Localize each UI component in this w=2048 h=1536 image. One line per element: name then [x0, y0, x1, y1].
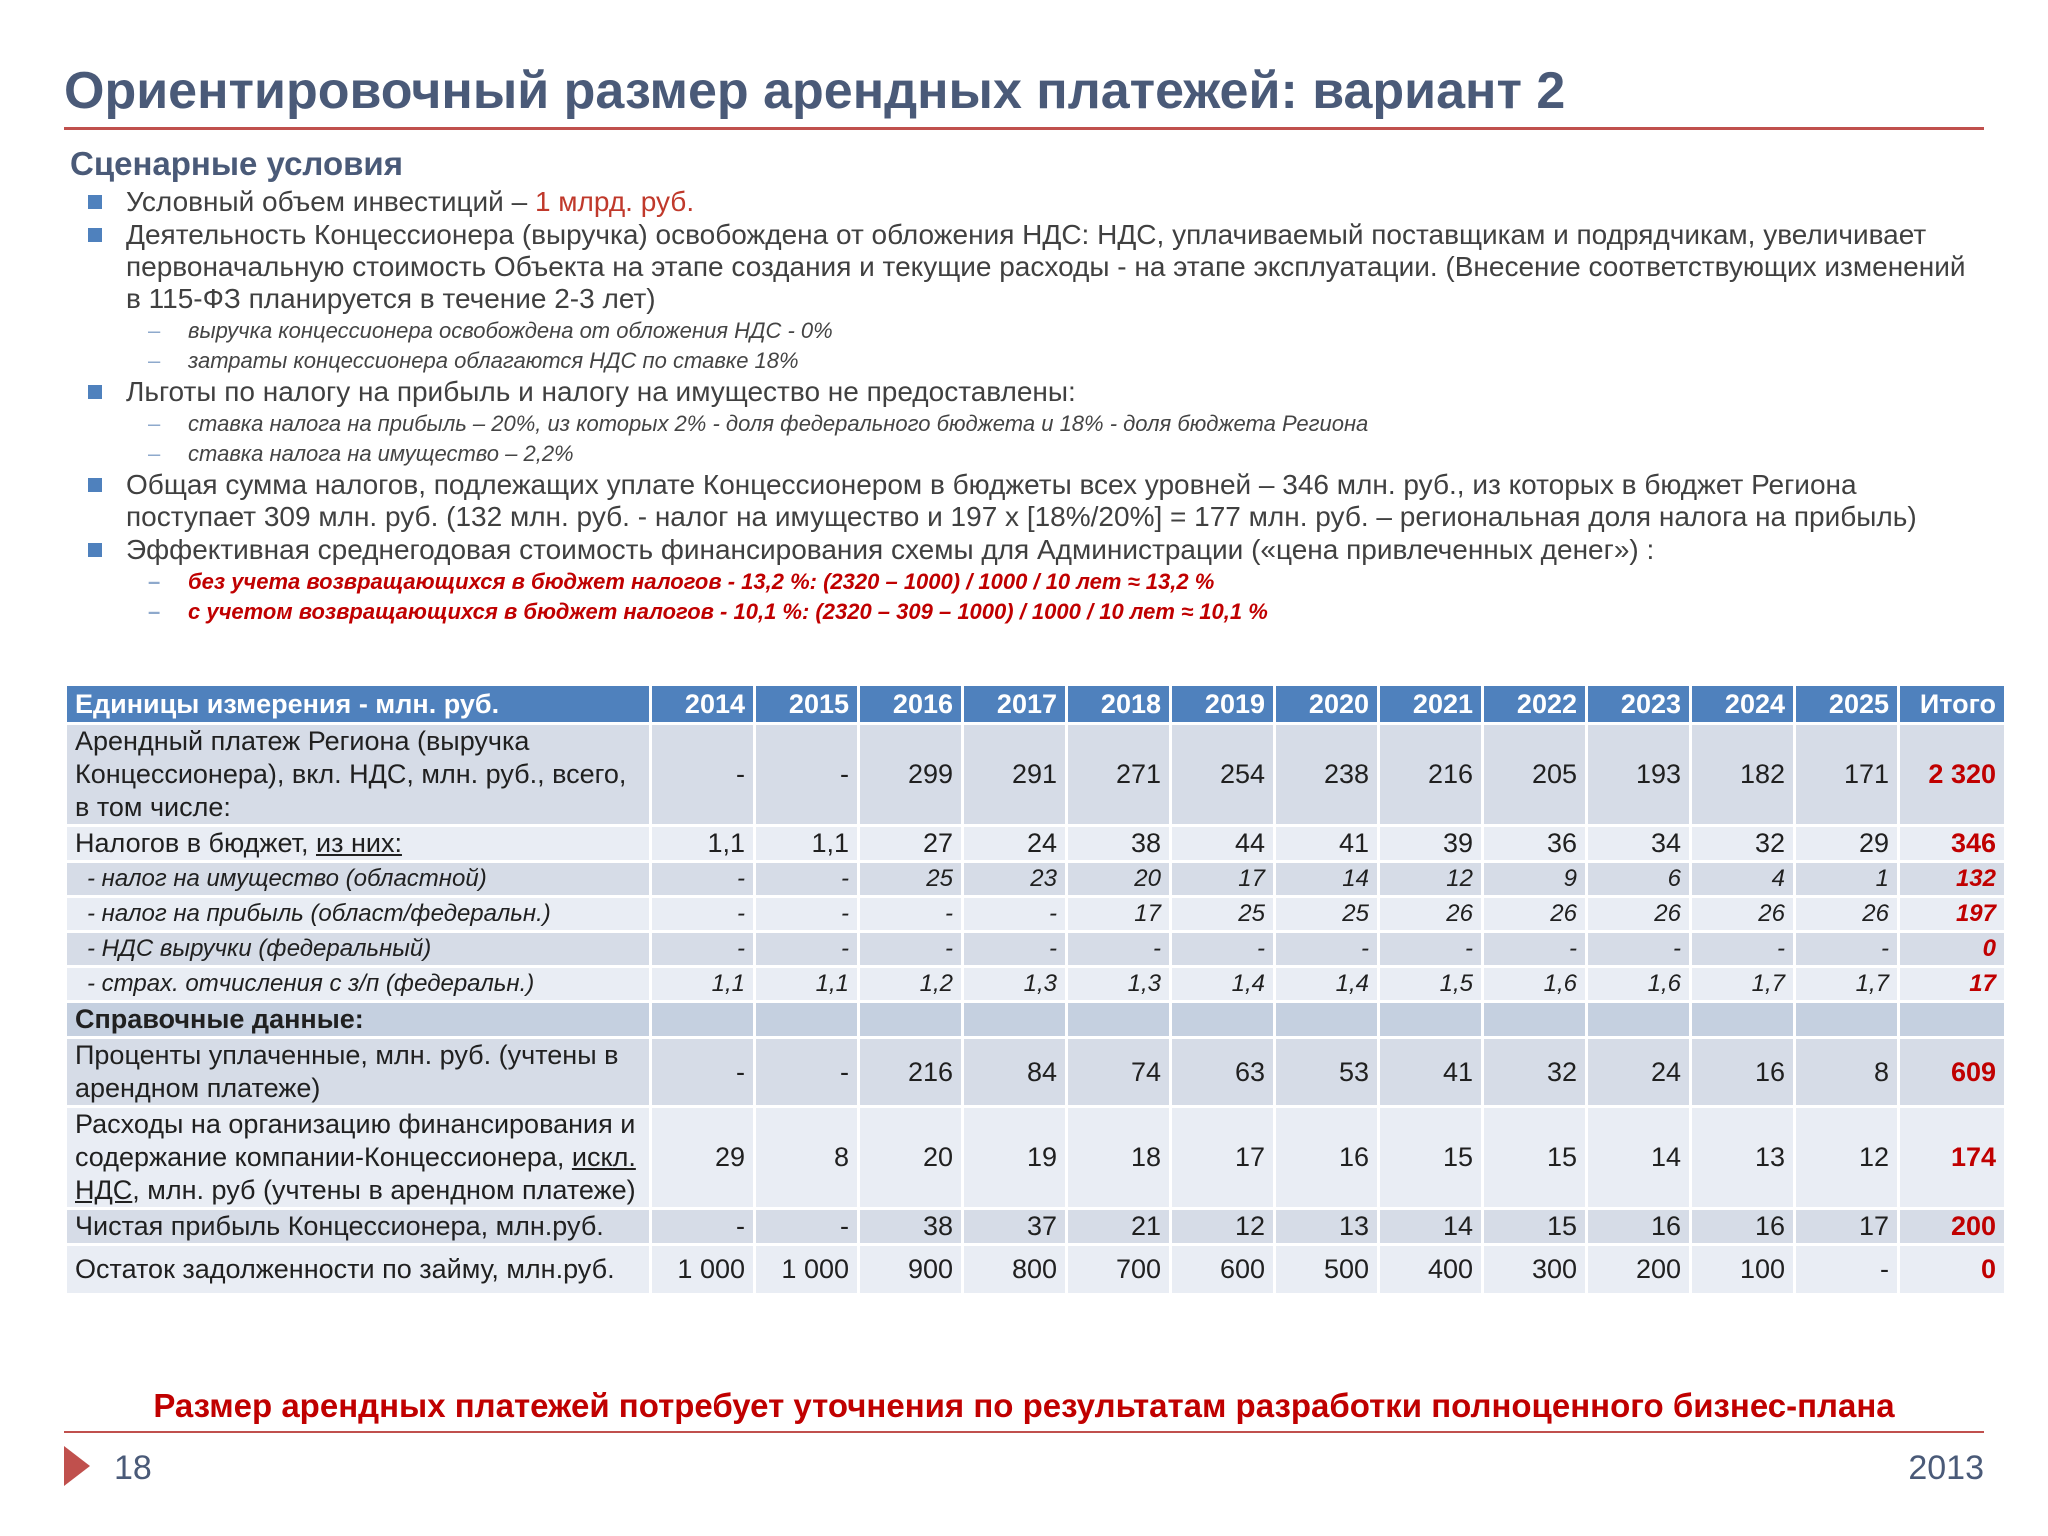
dash-icon: – — [148, 441, 161, 466]
dash-icon: – — [148, 318, 161, 343]
row-label: - налог на имущество (областной) — [66, 862, 651, 897]
total-cell: 17 — [1899, 967, 2006, 1002]
table-cell: 1 000 — [651, 1245, 755, 1295]
table-cell: 9 — [1483, 862, 1587, 897]
slide-title: Ориентировочный размер арендных платежей: вариант 2 — [64, 62, 1566, 120]
table-cell: 16 — [1275, 1107, 1379, 1209]
row-label: Налогов в бюджет, из них: — [66, 826, 651, 862]
table-cell: 29 — [651, 1107, 755, 1209]
total-cell: 174 — [1899, 1107, 2006, 1209]
table-cell — [1587, 1002, 1691, 1038]
table-cell: 1,7 — [1795, 967, 1899, 1002]
table-cell: 16 — [1691, 1038, 1795, 1107]
table-cell: 19 — [963, 1107, 1067, 1209]
bullet-square-icon — [88, 478, 102, 492]
table-cell: 44 — [1171, 826, 1275, 862]
year-header: 2020 — [1275, 685, 1379, 724]
table-cell: 39 — [1379, 826, 1483, 862]
bullet-square-icon — [88, 228, 102, 242]
table-cell: - — [1275, 932, 1379, 967]
table-cell: 26 — [1587, 897, 1691, 932]
table-cell: 14 — [1587, 1107, 1691, 1209]
table-cell — [1795, 1002, 1899, 1038]
table-cell: - — [651, 1209, 755, 1245]
table-cell: 4 — [1691, 862, 1795, 897]
table-cell — [1275, 1002, 1379, 1038]
table-cell: - — [755, 724, 859, 826]
footer-year: 2013 — [1908, 1449, 1984, 1487]
dash-icon: – — [148, 411, 161, 436]
row-label: Справочные данные: — [66, 1002, 651, 1038]
row-label: Чистая прибыль Концессионера, млн.руб. — [66, 1209, 651, 1245]
table-cell — [1691, 1002, 1795, 1038]
page-number: 18 — [114, 1449, 152, 1487]
year-header: 2017 — [963, 685, 1067, 724]
table-cell — [755, 1002, 859, 1038]
table-cell: 38 — [1067, 826, 1171, 862]
table-cell: 26 — [1691, 897, 1795, 932]
table-cell: 299 — [859, 724, 963, 826]
table-cell: 12 — [1795, 1107, 1899, 1209]
table-cell: 38 — [859, 1209, 963, 1245]
row-label: - налог на прибыль (област/федеральн.) — [66, 897, 651, 932]
table-cell — [1483, 1002, 1587, 1038]
table-cell: 25 — [1275, 897, 1379, 932]
table-row — [66, 1209, 2006, 1245]
table-row — [66, 826, 2006, 862]
table-cell: 17 — [1171, 862, 1275, 897]
conclusion-note: Размер арендных платежей потребует уточнения по результатам разработки полноценного бизнес-плана — [153, 1387, 1895, 1424]
table-cell: 216 — [859, 1038, 963, 1107]
table-cell: 16 — [1587, 1209, 1691, 1245]
table-cell: 400 — [1379, 1245, 1483, 1295]
table-cell: 1,1 — [755, 967, 859, 1002]
table-cell: 238 — [1275, 724, 1379, 826]
table-cell: 1,2 — [859, 967, 963, 1002]
row-label: - страх. отчисления с з/п (федеральн.) — [66, 967, 651, 1002]
table-cell: 14 — [1379, 1209, 1483, 1245]
table-cell: 18 — [1067, 1107, 1171, 1209]
table-cell: 13 — [1691, 1107, 1795, 1209]
bullet-item: Общая сумма налогов, подлежащих уплате Концессионером в бюджеты всех уровней – 346 млн. руб., из которых в бюджет Региона поступает 309 млн. руб. (132 млн. руб. - налог на имущество и 197 х [18%/20%] = 177 млн. руб. – региональная доля налога на прибыль) — [84, 469, 1984, 533]
table-row — [66, 1245, 2006, 1295]
table-cell: 200 — [1587, 1245, 1691, 1295]
table-cell: 8 — [1795, 1038, 1899, 1107]
table-cell: - — [963, 897, 1067, 932]
table-cell: 171 — [1795, 724, 1899, 826]
table-cell: 17 — [1795, 1209, 1899, 1245]
table-cell: 193 — [1587, 724, 1691, 826]
year-header: 2022 — [1483, 685, 1587, 724]
table-cell: 1,1 — [651, 826, 755, 862]
year-header: 2016 — [859, 685, 963, 724]
bullet-item: Эффективная среднегодовая стоимость финансирования схемы для Администрации («цена привлеченных денег») : — [84, 534, 1984, 566]
table-cell: 34 — [1587, 826, 1691, 862]
total-cell: 346 — [1899, 826, 2006, 862]
table-cell: 1,3 — [963, 967, 1067, 1002]
bullet-item: Льготы по налогу на прибыль и налогу на имущество не предоставлены: — [84, 376, 1984, 408]
bullet-square-icon — [88, 385, 102, 399]
table-cell: 32 — [1483, 1038, 1587, 1107]
table-cell: - — [859, 897, 963, 932]
year-header: 2025 — [1795, 685, 1899, 724]
total-cell: 609 — [1899, 1038, 2006, 1107]
table-cell: 182 — [1691, 724, 1795, 826]
row-label: Арендный платеж Региона (выручка Концессионера), вкл. НДС, млн. руб., всего, в том числе: — [66, 724, 651, 826]
row-label: Остаток задолженности по займу, млн.руб. — [66, 1245, 651, 1295]
table-cell: 216 — [1379, 724, 1483, 826]
table-cell: 53 — [1275, 1038, 1379, 1107]
table-cell: - — [1171, 932, 1275, 967]
year-header: 2023 — [1587, 685, 1691, 724]
table-row — [66, 1038, 2006, 1107]
bullet-square-icon — [88, 543, 102, 557]
table-cell: 74 — [1067, 1038, 1171, 1107]
table-cell: 16 — [1691, 1209, 1795, 1245]
table-cell: 25 — [859, 862, 963, 897]
table-cell: 1 000 — [755, 1245, 859, 1295]
table-row — [66, 932, 2006, 967]
table-cell: - — [651, 1038, 755, 1107]
conditions-list — [84, 186, 1984, 627]
table-cell: - — [755, 932, 859, 967]
table-cell: 23 — [963, 862, 1067, 897]
table-cell: - — [1795, 1245, 1899, 1295]
table-cell: - — [1691, 932, 1795, 967]
table-cell: 37 — [963, 1209, 1067, 1245]
table-cell: 700 — [1067, 1245, 1171, 1295]
row-label: Расходы на организацию финансирования и содержание компании-Концессионера, искл. НДС, млн. руб (учтены в арендном платеже) — [66, 1107, 651, 1209]
year-header: 2021 — [1379, 685, 1483, 724]
row-label: - НДС выручки (федеральный) — [66, 932, 651, 967]
table-row — [66, 897, 2006, 932]
table-cell — [1379, 1002, 1483, 1038]
total-cell: 0 — [1899, 1245, 2006, 1295]
table-row — [66, 1107, 2006, 1209]
table-cell: 27 — [859, 826, 963, 862]
table-cell: 17 — [1171, 1107, 1275, 1209]
table-cell: 32 — [1691, 826, 1795, 862]
table-cell: - — [651, 897, 755, 932]
table-cell — [1171, 1002, 1275, 1038]
sub-bullet-item: – выручка концессионера освобождена от обложения НДС - 0% — [84, 316, 1984, 346]
table-cell: - — [755, 1209, 859, 1245]
total-cell: 132 — [1899, 862, 2006, 897]
table-cell: - — [1587, 932, 1691, 967]
table-cell: 15 — [1379, 1107, 1483, 1209]
table-row — [66, 967, 2006, 1002]
total-cell: 0 — [1899, 932, 2006, 967]
table-cell: - — [755, 862, 859, 897]
table-cell: 15 — [1483, 1209, 1587, 1245]
year-header: 2019 — [1171, 685, 1275, 724]
table-cell: 12 — [1171, 1209, 1275, 1245]
table-cell: 20 — [1067, 862, 1171, 897]
table-cell: 21 — [1067, 1209, 1171, 1245]
table-cell: 8 — [755, 1107, 859, 1209]
table-cell: - — [963, 932, 1067, 967]
table-cell — [859, 1002, 963, 1038]
bullet-item: Деятельность Концессионера (выручка) освобождена от обложения НДС: НДС, уплачиваемый поставщикам и подрядчикам, увеличивает первоначальную стоимость Объекта на этапе создания и текущие расходы - на этапе эксплуатации. (Внесение соответствующих изменений в 115-ФЗ планируется в течение 2-3 лет) — [84, 219, 1984, 315]
table-cell: - — [755, 1038, 859, 1107]
table-cell: 1 — [1795, 862, 1899, 897]
table-cell: 1,4 — [1275, 967, 1379, 1002]
table-row — [66, 862, 2006, 897]
table-cell: 500 — [1275, 1245, 1379, 1295]
sub-bullet-item: – ставка налога на имущество – 2,2% — [84, 439, 1984, 469]
table-cell: - — [755, 897, 859, 932]
table-cell: 25 — [1171, 897, 1275, 932]
table-cell: 36 — [1483, 826, 1587, 862]
table-cell: 26 — [1483, 897, 1587, 932]
table-cell: 600 — [1171, 1245, 1275, 1295]
table-cell: 13 — [1275, 1209, 1379, 1245]
table-cell: 14 — [1275, 862, 1379, 897]
sub-bullet-item: – затраты концессионера облагаются НДС по ставке 18% — [84, 346, 1984, 376]
table-cell: 84 — [963, 1038, 1067, 1107]
title-divider — [64, 127, 1984, 130]
table-cell: 1,7 — [1691, 967, 1795, 1002]
table-cell: 41 — [1379, 1038, 1483, 1107]
table-cell: - — [651, 862, 755, 897]
table-cell — [651, 1002, 755, 1038]
table-cell: 1,5 — [1379, 967, 1483, 1002]
table-cell: - — [1795, 932, 1899, 967]
table-cell: 205 — [1483, 724, 1587, 826]
table-cell: - — [651, 932, 755, 967]
table-cell: 1,3 — [1067, 967, 1171, 1002]
table-cell — [1067, 1002, 1171, 1038]
table-cell: 1,6 — [1587, 967, 1691, 1002]
table-cell: 291 — [963, 724, 1067, 826]
bullet-square-icon — [88, 195, 102, 209]
footer-divider — [64, 1431, 1984, 1433]
total-cell — [1899, 1002, 2006, 1038]
year-header: 2015 — [755, 685, 859, 724]
table-cell: 26 — [1795, 897, 1899, 932]
total-cell: 2 320 — [1899, 724, 2006, 826]
table-cell: 12 — [1379, 862, 1483, 897]
table-cell: 20 — [859, 1107, 963, 1209]
table-row — [66, 1002, 2006, 1038]
table-cell: 17 — [1067, 897, 1171, 932]
lease-payments-table — [64, 683, 2007, 1296]
triangle-arrow-icon — [64, 1446, 90, 1486]
table-cell: 24 — [1587, 1038, 1691, 1107]
units-header: Единицы измерения - млн. руб. — [66, 685, 651, 724]
year-header: 2018 — [1067, 685, 1171, 724]
table-cell: 24 — [963, 826, 1067, 862]
bullet-item: Условный объем инвестиций – 1 млрд. руб. — [84, 186, 1984, 218]
sub-bullet-item: – с учетом возвращающихся в бюджет налогов - 10,1 %: (2320 – 309 – 1000) / 1000 / 10 лет ≈ 10,1 % — [84, 597, 1984, 627]
table-cell: 6 — [1587, 862, 1691, 897]
row-label: Проценты уплаченные, млн. руб. (учтены в арендном платеже) — [66, 1038, 651, 1107]
total-cell: 200 — [1899, 1209, 2006, 1245]
dash-icon: – — [148, 348, 161, 373]
table-cell: - — [859, 932, 963, 967]
table-cell: - — [1483, 932, 1587, 967]
table-row — [66, 724, 2006, 826]
total-header: Итого — [1899, 685, 2006, 724]
table-cell: 1,1 — [755, 826, 859, 862]
total-cell: 197 — [1899, 897, 2006, 932]
sub-bullet-item: – ставка налога на прибыль – 20%, из которых 2% - доля федерального бюджета и 18% - доля бюджета Региона — [84, 409, 1984, 439]
table-header-row — [66, 685, 2006, 724]
table-cell: 63 — [1171, 1038, 1275, 1107]
year-header: 2024 — [1691, 685, 1795, 724]
table-cell: - — [1067, 932, 1171, 967]
table-cell: 26 — [1379, 897, 1483, 932]
investment-amount: 1 млрд. руб. — [534, 186, 695, 217]
sub-bullet-item: – без учета возвращающихся в бюджет налогов - 13,2 %: (2320 – 1000) / 1000 / 10 лет ≈ 13,2 % — [84, 567, 1984, 597]
dash-icon: – — [148, 599, 161, 624]
section-subtitle: Сценарные условия — [70, 145, 403, 182]
table-cell: 271 — [1067, 724, 1171, 826]
dash-icon: – — [148, 569, 161, 594]
table-cell: 800 — [963, 1245, 1067, 1295]
table-cell: 1,6 — [1483, 967, 1587, 1002]
table-cell: - — [1379, 932, 1483, 967]
table-cell — [963, 1002, 1067, 1038]
table-cell: 15 — [1483, 1107, 1587, 1209]
table-cell: 1,1 — [651, 967, 755, 1002]
table-cell: 100 — [1691, 1245, 1795, 1295]
year-header: 2014 — [651, 685, 755, 724]
table-cell: 254 — [1171, 724, 1275, 826]
table-cell: - — [651, 724, 755, 826]
table-cell: 900 — [859, 1245, 963, 1295]
table-cell: 300 — [1483, 1245, 1587, 1295]
table-cell: 1,4 — [1171, 967, 1275, 1002]
table-cell: 41 — [1275, 826, 1379, 862]
table-cell: 29 — [1795, 826, 1899, 862]
